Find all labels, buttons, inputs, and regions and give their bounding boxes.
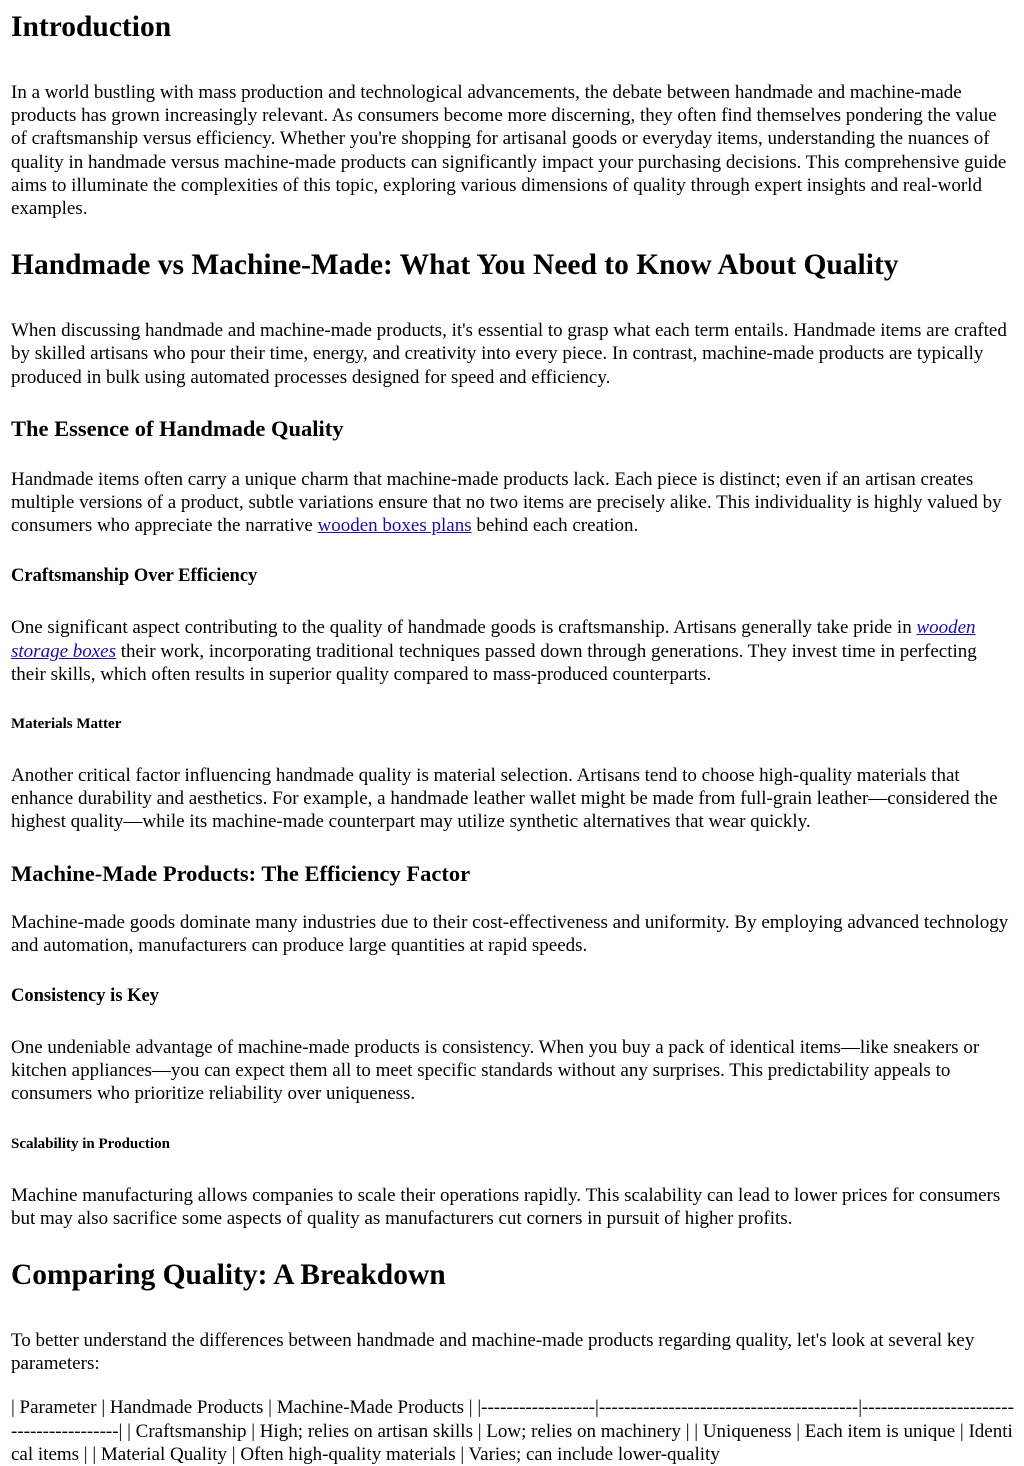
article	[0, 10, 1024, 1466]
materials-heading: Materials Matter	[11, 716, 122, 733]
main-paragraph: When discussing handmade and machine-made products, it's essential to grasp what each term entails. Handmade items are crafted by skilled artisans who pour their time, energy, and creativity into every piece. In contrast, machine-made products are typically produced in bulk using automated processes designed for speed and efficiency.	[11, 320, 1007, 388]
machine-made-heading: Machine-Made Products: The Efficiency Factor	[11, 860, 471, 886]
essence-paragraph	[11, 468, 1014, 538]
consistency-paragraph: One undeniable advantage of machine-made products is consistency. When you buy a pack of identical items—like sneakers or kitchen appliances—you can expect them all to meet specific standards without any surprises. This predictability appeals to consumers who prioritize reliability over uniqueness.	[11, 1037, 980, 1105]
essence-text-after: behind each creation.	[471, 515, 639, 537]
main-heading: Handmade vs Machine-Made: What You Need to Know About Quality	[11, 249, 899, 282]
wooden-storage-boxes-link[interactable]: wooden storage boxes	[11, 617, 976, 662]
wooden-boxes-plans-link[interactable]: wooden boxes plans	[317, 515, 472, 537]
craftsmanship-paragraph	[11, 616, 1014, 686]
intro-paragraph: In a world bustling with mass production and technological advancements, the debate between handmade and machine-made products has grown increasingly relevant. As consumers become more discerning, they often find themselves pondering the value of craftsmanship versus efficiency. Whether you're shopping for artisanal goods or everyday items, understanding the nuances of quality in handmade versus machine-made products can significantly impact your purchasing decisions. This comprehensive guide aims to illuminate the complexities of this topic, exploring various dimensions of quality through expert insights and real-world examples.	[11, 82, 1007, 220]
intro-heading: Introduction	[11, 11, 172, 43]
essence-heading: The Essence of Handmade Quality	[11, 415, 344, 441]
craftsmanship-heading: Craftsmanship Over Efficiency	[11, 566, 258, 587]
scalability-heading: Scalability in Production	[11, 1135, 170, 1152]
craft-text-before: One significant aspect contributing to the quality of handmade goods is craftsmanship. Artisans generally take pride in	[11, 617, 917, 639]
comparing-paragraph: To better understand the differences between handmade and machine-made products regarding quality, let's look at several key parameters:	[11, 1330, 975, 1375]
essence-text-before: Handmade items often carry a unique charm that machine-made products lack. Each piece is distinct; even if an artisan creates multiple versions of a product, subtle variations ensure that no two items are precisely alike. This individuality is highly valued by consumers who appreciate the narrative	[11, 468, 1002, 537]
consistency-heading: Consistency is Key	[11, 986, 159, 1007]
craft-text-after: their work, incorporating traditional techniques passed down through generations. They invest time in perfecting their skills, which often results in superior quality compared to mass-produced counterparts.	[11, 640, 977, 685]
materials-paragraph: Another critical factor influencing handmade quality is material selection. Artisans tend to choose high-quality materials that enhance durability and aesthetics. For example, a handmade leather wallet might be made from full-grain leather—considered the highest quality—while its machine-made counterpart may utilize synthetic alternatives that wear quickly.	[11, 765, 998, 833]
scalability-paragraph: Machine manufacturing allows companies to scale their operations rapidly. This scalability can lead to lower prices for consumers but may also sacrifice some aspects of quality as manufacturers cut corners in pursuit of higher profits.	[11, 1184, 1001, 1229]
comparison-table-text: | Parameter | Handmade Products | Machine-Made Products | |------------------|-----------------------------------------|-----------------------------------------| | Craftsmanship | High; relies on artisan skills | Low; relies on machinery | | Uniqueness | Each item is unique | Identical items | | Material Quality | Often high-quality materials | Varies; can include lower-quality	[11, 1397, 1014, 1465]
machine-made-paragraph: Machine-made goods dominate many industries due to their cost-effectiveness and uniformity. By employing advanced technology and automation, manufacturers can produce large quantities at rapid speeds.	[11, 911, 1009, 956]
comparing-heading: Comparing Quality: A Breakdown	[11, 1259, 446, 1292]
